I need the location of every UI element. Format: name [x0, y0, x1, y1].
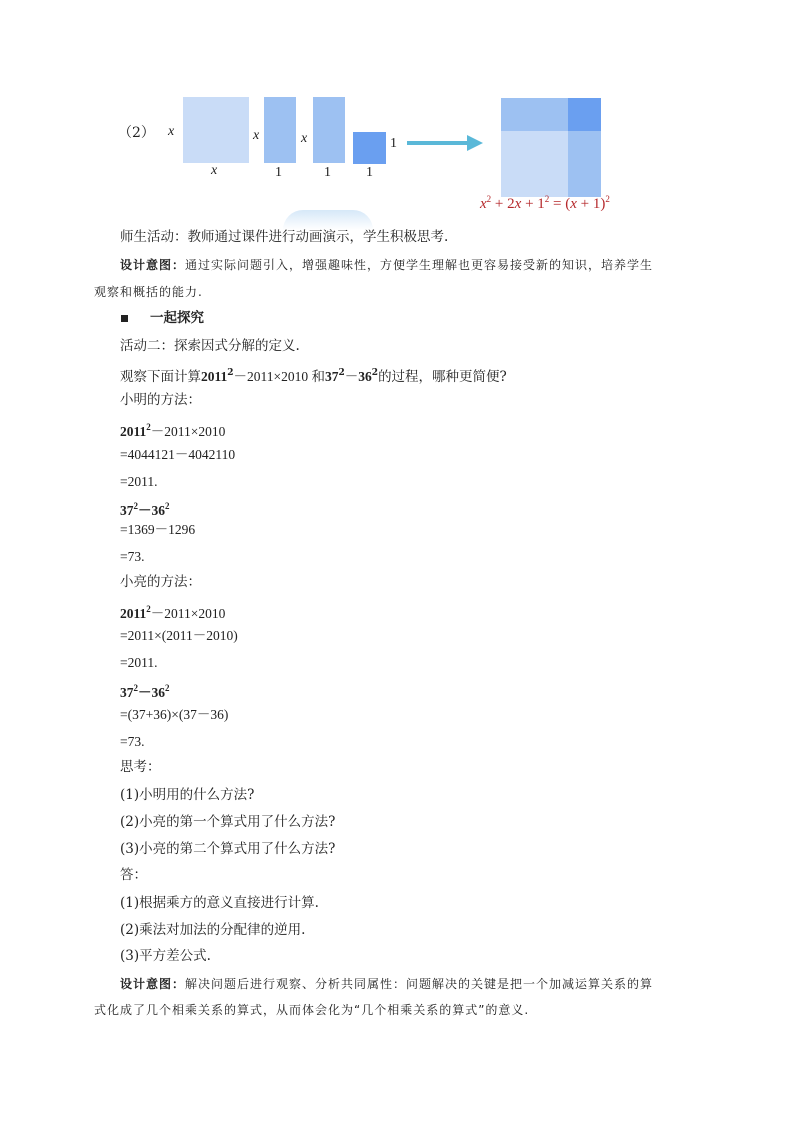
design-intent-text: 通过实际问题引入，增强趣味性，方便学生理解也更容易接受新的知识，培养学生: [185, 258, 654, 272]
xiaoliang-expr-2: =2011×(2011－2010): [120, 628, 238, 643]
x-label-left: x: [168, 124, 175, 139]
one-label-unit-bottom: 1: [366, 165, 373, 180]
design-intent-2-label: 设计意图：: [120, 977, 186, 991]
right-arrow-icon: [405, 132, 485, 154]
x-rect-1: [264, 97, 296, 163]
figure-label: （2）: [118, 125, 155, 141]
xiaoliang-expr-5: =(37+36)×(37－36): [120, 707, 229, 722]
x-label-rect1: x: [253, 128, 260, 143]
section-bullet-icon: [121, 315, 128, 322]
design-intent-1-cont: 观察和概括的能力.: [94, 285, 203, 299]
think-item-2: (2)小亮的第一个算式用了什么方法?: [120, 814, 336, 830]
xiaoming-title: 小明的方法：: [120, 392, 201, 408]
x-label-bottom: x: [211, 163, 218, 178]
section-title: 一起探究: [150, 310, 204, 326]
one-label-unit-right: 1: [390, 136, 397, 151]
xiaoming-expr-5: =1369－1296: [120, 522, 196, 537]
teacher-student-activity: 师生活动：教师通过课件进行动画演示，学生积极思考.: [120, 229, 449, 245]
xiaoliang-expr-6: =73.: [120, 734, 145, 749]
think-item-1: (1)小明用的什么方法?: [120, 787, 255, 803]
xiaoming-expr-1: $2011^2-2011\times 2010$: [120, 422, 226, 439]
question: 观察下面计算$2011^2-2011\times 2010$ 和$37^2-36^2$的过程，哪种更简便?: [120, 368, 507, 385]
one-label-rect2: 1: [324, 165, 331, 180]
xiaoming-expr-4: $37^2-36^2$: [120, 501, 170, 518]
xiaoliang-title: 小亮的方法：: [120, 574, 201, 590]
xiaoming-expr-2: =4044121－4042110: [120, 447, 236, 462]
combined-right-rect: [568, 131, 601, 197]
xiaoliang-expr-1: $2011^2-2011\times 2010$: [120, 604, 226, 621]
design-intent-2-cont: 式化成了几个相乘关系的算式，从而体会化为“几个相乘关系的算式”的意义.: [94, 1003, 530, 1017]
xiaoliang-expr-3: =2011.: [120, 655, 158, 670]
combined-x-square: [501, 131, 568, 197]
one-label-rect1: 1: [275, 165, 282, 180]
combined-top-rect: [501, 98, 568, 131]
unit-square: [353, 132, 386, 164]
xiaoming-expr-3: =2011.: [120, 474, 158, 489]
design-intent-2-text: 解决问题后进行观察、分析共同属性：问题解决的关键是把一个加减运算关系的算: [185, 977, 654, 991]
combined-unit-square: [568, 98, 601, 131]
x-square: [183, 97, 249, 163]
x-rect-2: [313, 97, 345, 163]
think-item-3: (3)小亮的第二个算式用了什么方法?: [120, 841, 336, 857]
design-intent-1: [120, 256, 653, 274]
design-intent-label: 设计意图：: [120, 258, 186, 272]
decorative-arc: [283, 210, 373, 230]
answer-title: 答：: [120, 867, 147, 883]
x-label-rect2: x: [301, 131, 308, 146]
answer-item-3: (3)平方差公式.: [120, 948, 211, 964]
think-title: 思考：: [120, 759, 161, 775]
answer-item-2: (2)乘法对加法的分配律的逆用.: [120, 922, 306, 938]
design-intent-2: [120, 975, 653, 993]
xiaoliang-expr-4: $37^2-36^2$: [120, 683, 170, 700]
answer-item-1: (1)根据乘方的意义直接进行计算.: [120, 895, 319, 911]
expansion-formula: $x^2 + 2x + 1^2 = (x + 1)^2$: [480, 194, 610, 212]
activity-title: 活动二：探索因式分解的定义.: [120, 338, 300, 354]
xiaoming-expr-6: =73.: [120, 549, 145, 564]
